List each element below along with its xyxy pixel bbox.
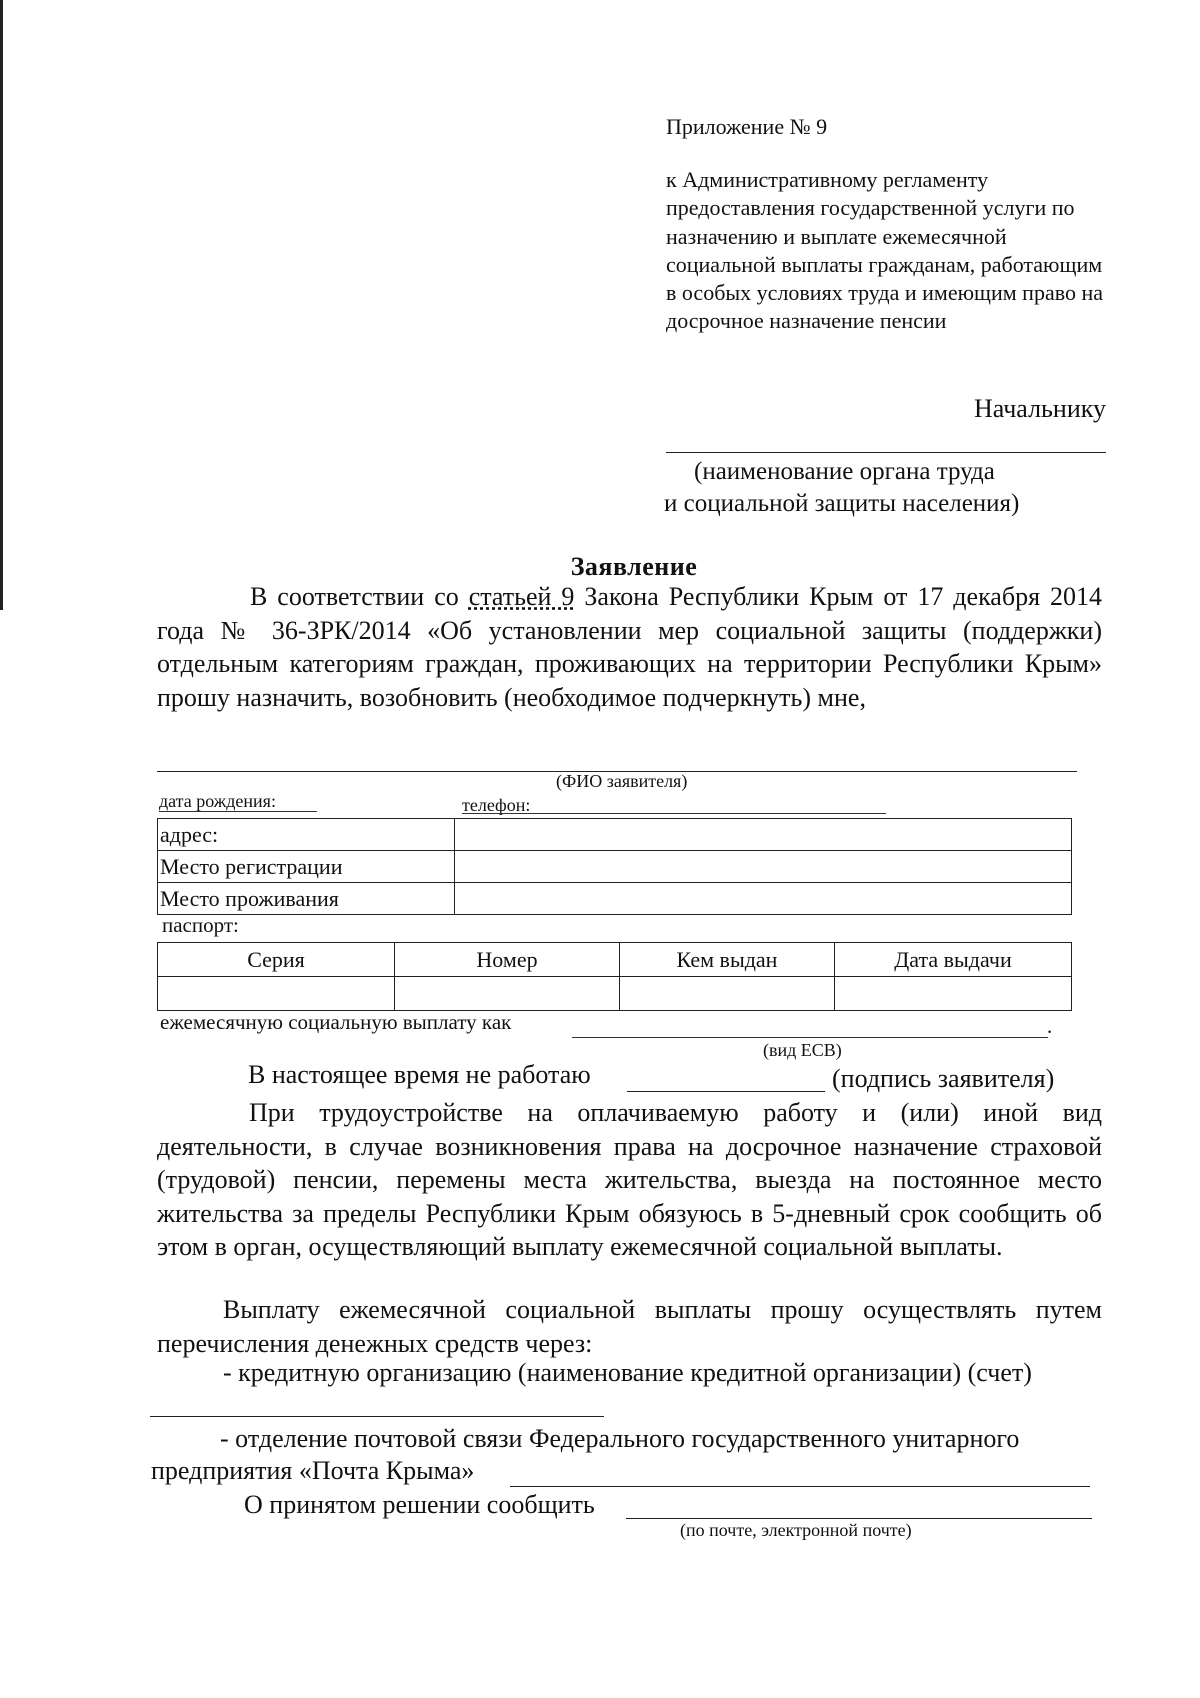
dob-label: дата рождения: <box>159 791 276 811</box>
post-office-option-line2: предприятия «Почта Крыма» <box>151 1456 475 1485</box>
scan-edge-mark <box>0 0 3 610</box>
intro-paragraph <box>157 580 1102 714</box>
table-header-row <box>158 943 1072 977</box>
org-caption-line1: (наименование органа труда <box>694 458 995 485</box>
residence-label: Место проживания <box>158 883 455 915</box>
signature-field[interactable] <box>627 1091 825 1092</box>
annex-description: к Административному регламенту предоставления государственной услуги по назначению и выплате ежемесячной социальной выплаты гражданам, работающим в особых условиях труда и имеющим право на досрочное назначение пенсии <box>666 167 1103 334</box>
registration-field[interactable] <box>455 851 1072 883</box>
addressee: Начальнику <box>973 394 1106 423</box>
payment-type-dot: . <box>1047 1014 1053 1038</box>
payment-type-label: ежемесячную социальную выплату как <box>160 1010 512 1034</box>
payment-request-paragraph: Выплату ежемесячной социальной выплаты прошу осуществлять путем перечисления денежных средств через: <box>157 1295 1102 1358</box>
notify-text: О принятом решении сообщить <box>244 1490 595 1519</box>
intro-before-ref: В соответствии со <box>250 582 469 611</box>
passport-table <box>157 942 1072 1011</box>
payment-type-field[interactable] <box>572 1037 1048 1038</box>
phone-label: телефон: <box>462 795 531 815</box>
org-caption-line2: и социальной защиты населения) <box>664 490 1020 517</box>
passport-issuer-field[interactable] <box>620 977 835 1011</box>
org-name-field[interactable] <box>666 452 1106 453</box>
payment-type-caption: (вид ЕСВ) <box>763 1040 842 1060</box>
passport-label: паспорт: <box>162 913 239 937</box>
table-row <box>158 883 1072 915</box>
passport-series-field[interactable] <box>158 977 395 1011</box>
passport-issuer-header: Кем выдан <box>620 943 835 977</box>
credit-org-option: - кредитную организацию (наименование кредитной организации) (счет) <box>223 1358 1032 1387</box>
document-title: Заявление <box>570 552 698 581</box>
post-office-field[interactable] <box>510 1486 1090 1487</box>
registration-label: Место регистрации <box>158 851 455 883</box>
notify-method-field[interactable] <box>626 1518 1092 1519</box>
dob-field[interactable] <box>159 811 317 812</box>
table-row <box>158 819 1072 851</box>
phone-field[interactable] <box>462 813 886 814</box>
post-office-option-line1: - отделение почтовой связи Федерального государственного унитарного <box>220 1424 1020 1453</box>
table-row <box>158 851 1072 883</box>
intro-after-ref: Закона Республики Крым от 17 декабря 2014 года № 36-ЗРК/2014 «Об установлении мер социальной защиты (поддержки) отдельным категориям граждан, проживающих на территории Республики Крым» прошу назначить, возобновить (необходимое подчеркнуть) мне, <box>157 582 1102 712</box>
obligation-paragraph: При трудоустройстве на оплачиваемую работу и (или) иной вид деятельности, в случае возникновения права на досрочное назначение страховой (трудовой) пенсии, перемены места жительства, выезда на постоянное место жительства за пределы Республики Крым обязуюсь в 5-дневный срок сообщить об этом в орган, осуществляющий выплату ежемесячной социальной выплаты. <box>157 1098 1102 1261</box>
passport-date-header: Дата выдачи <box>835 943 1072 977</box>
passport-series-header: Серия <box>158 943 395 977</box>
address-label: адрес: <box>158 819 455 851</box>
address-table <box>157 818 1072 915</box>
notify-caption: (по почте, электронной почте) <box>680 1520 912 1540</box>
address-field[interactable] <box>455 819 1072 851</box>
residence-field[interactable] <box>455 883 1072 915</box>
passport-number-field[interactable] <box>395 977 620 1011</box>
table-row <box>158 977 1072 1011</box>
signature-caption: (подпись заявителя) <box>832 1064 1055 1093</box>
credit-org-field[interactable] <box>150 1416 604 1417</box>
law-article-link[interactable]: статьей 9 <box>468 582 575 611</box>
fio-caption: (ФИО заявителя) <box>556 771 688 791</box>
passport-date-field[interactable] <box>835 977 1072 1011</box>
annex-number: Приложение № 9 <box>666 114 828 139</box>
passport-number-header: Номер <box>395 943 620 977</box>
not-working-text: В настоящее время не работаю <box>248 1060 591 1089</box>
